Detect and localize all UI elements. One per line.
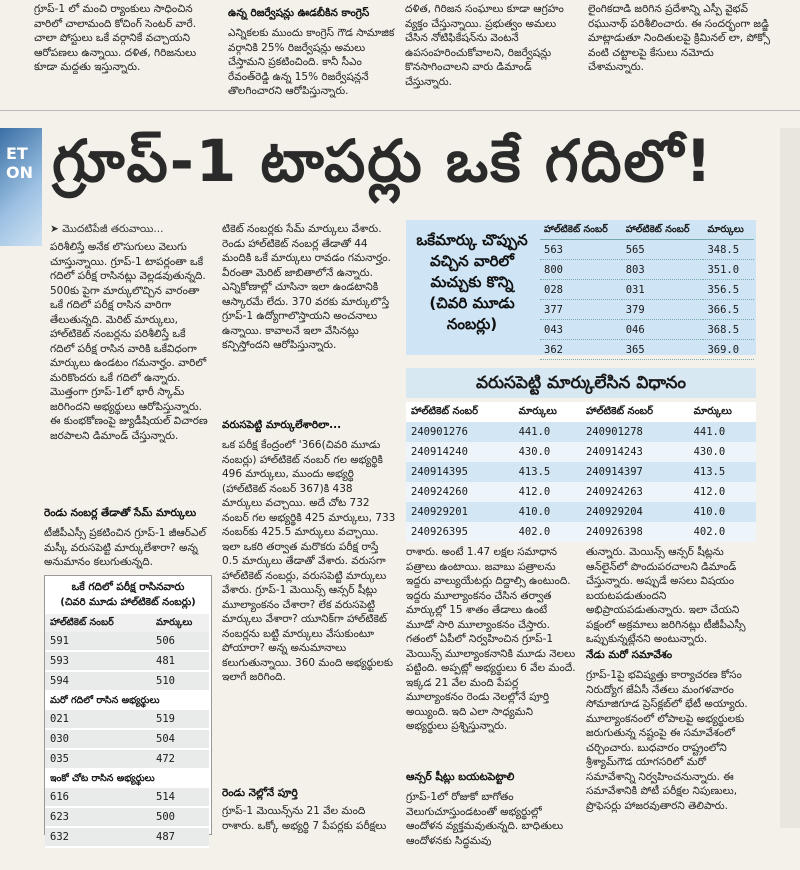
same-marks-table <box>540 222 754 360</box>
cell: 240914397 <box>581 462 689 482</box>
header-cell: హాల్‌టికెట్ నంబర్ <box>540 222 622 240</box>
header-cell: హాల్‌టికెట్ నంబర్ <box>45 614 151 632</box>
group-title: మరో గదిలో రాసిన అభ్యర్థులు <box>45 691 209 710</box>
col1-para-2: టీజీపీఎస్సీ ప్రకటించిన గ్రూప్-1 జీఆర్ఎల్ మస్కీ వరుసపెట్టి మార్కులేశారా? అన్న అనుమానం కలుగుతున్నది. <box>44 527 206 568</box>
cell: 472 <box>151 749 209 769</box>
top-snippet-col-b-title: ఉన్న రిజర్వేషన్లు ఊడబీకిన కాంగ్రెస్ <box>228 7 370 19</box>
group-title: ఇంకో చోట రాసిన అభ్యర్థులు <box>45 769 209 788</box>
cell: 410.0 <box>689 502 756 522</box>
cell: 240901276 <box>406 422 514 442</box>
left-edge-photo <box>0 128 42 246</box>
table-header-row <box>406 402 756 422</box>
kicker-text: మొదటిపేజీ తరువాయి... <box>62 223 164 235</box>
col4-subhead: నేడు మరో సమావేశం <box>586 649 673 661</box>
group-title-row <box>45 769 209 788</box>
top-snippet-col-d: లైంగికదాడి జరిగిన ప్రదేశాన్ని ఎస్పీ వైభవ్ రఘునాథ్ పరిశీలించారు. ఈ సందర్భంగా జడ్జి మాట్లాడుతూ నిందితులపై క్రిమినల్ లా, పోక్సో వంటి చట్టాలపై కేసులు నమోదు చేశామన్నారు. <box>588 3 771 73</box>
cell: 402.0 <box>689 522 756 542</box>
group-title-row <box>45 691 209 710</box>
table-row <box>45 729 209 749</box>
cell: 240924263 <box>581 482 689 502</box>
cell: 021 <box>45 710 151 729</box>
top-snippet-col-c: దళిత, గిరిజన సంఘాలు కూడా ఆగ్రహం వ్యక్తం చేస్తున్నాయి. ప్రభుత్వం అమలు చేసిన నోటిఫికేషన్‌ను వెంటనే ఉపసంహరించుకోవాలని, రిజర్వేషన్లు కొనసాగించాలని వారు డిమాండ్ చేస్తున్నారు. <box>405 3 564 88</box>
sequential-marks-title: వరుసపెట్టి మార్కులేసిన విధానం <box>406 368 756 398</box>
same-room-table <box>45 614 209 848</box>
table-row <box>406 482 756 502</box>
cell: 594 <box>45 671 151 691</box>
cell: 240924260 <box>406 482 514 502</box>
cell: 591 <box>45 632 151 651</box>
cell: 368.5 <box>703 320 754 340</box>
col1-kicker <box>50 222 210 238</box>
cell: 348.5 <box>703 240 754 260</box>
left-edge-photo-label: ET ON <box>6 144 33 182</box>
cell: 365 <box>622 340 704 360</box>
cell: 430.0 <box>514 442 581 462</box>
top-news-strip <box>0 0 800 108</box>
table-row <box>540 340 754 360</box>
sequential-marks-table <box>406 402 756 542</box>
top-divider <box>0 110 800 111</box>
table-row <box>406 462 756 482</box>
col2-subhead-2: రెండు నెల్లోనే పూర్తి <box>222 787 298 799</box>
cell: 410.0 <box>514 502 581 522</box>
col2-para-3: గ్రూప్-1 మెయిన్స్‌ను 21 వేల మంది రాశారు. ఒక్కో అభ్యర్థి 7 పేపర్లకు పరీక్షలు <box>222 805 387 832</box>
cell: 240929201 <box>406 502 514 522</box>
cell: 441.0 <box>689 422 756 442</box>
cell: 369.0 <box>703 340 754 360</box>
cell: 563 <box>540 240 622 260</box>
cell: 240914395 <box>406 462 514 482</box>
table-row <box>45 632 209 651</box>
top-snippet-col-a: గ్రూప్-1 లో మంచి ర్యాంకులు సాధించిన వారిలో చాలామంది కోచింగ్ సెంటర్ వారే. చాలా పోస్టులు ఒకే వర్గానికే వచ్చాయని ఆరోపణలు ఉన్నాయి. దళిత, గిరిజనులు కూడా మద్దతు ఇస్తున్నారు. <box>34 3 197 73</box>
table-row <box>45 651 209 671</box>
table-row <box>45 788 209 807</box>
table-row <box>45 671 209 691</box>
cell: 623 <box>45 807 151 827</box>
cell: 413.5 <box>514 462 581 482</box>
cell: 030 <box>45 729 151 749</box>
cell: 519 <box>151 710 209 729</box>
cell: 413.5 <box>689 462 756 482</box>
cell: 481 <box>151 651 209 671</box>
cell: 632 <box>45 827 151 847</box>
header-cell: మార్కులు <box>151 614 209 632</box>
cell: 351.0 <box>703 260 754 280</box>
col3-para-2: గ్రూప్-1లో రోజుకో బాగోతం వెలుగుచూస్తుండటంతో అభ్యర్థుల్లో ఆందోళన వ్యక్తమవుతున్నది. బాధితులు ఆందోళనకు సిద్ధమవు <box>406 791 564 847</box>
table-row <box>406 522 756 542</box>
col3-para-1: రాశారు. అంటే 1.47 లక్షల సమాధాన పత్రాలు ఉంటాయి. జవాబు పత్రాలను ఇద్దరు వాల్యుయేటర్లు దిద్దాల్సి ఉంటుంది. ఇద్దరు మూల్యాంకనం చేసిన తర్వాత మార్కుల్లో 15 శాతం తేడాలు ఉంటే మూడో సారి మూల్యాంకనం చేస్తారు. గతంలో ఏపీలో నిర్వహించిన గ్రూప్-1 మెయిన్స్ మూల్యాంకనానికి మూడు నెలలు పట్టింది. అప్పట్లో అభ్యర్థులు 6 వేల మందే. ఇక్కడ 21 వేల మంది పేపర్ల మూల్యాంకనం రెండు నెలల్లోనే పూర్తి అయ్యింది. ఇది ఎలా సాధ్యమని అభ్యర్థులు ప్రశ్నిస్తున్నారు. <box>406 546 576 732</box>
col2-subhead-1: వరుసపెట్టి మార్కులేశారిలా... <box>222 419 342 431</box>
cell: 504 <box>151 729 209 749</box>
cell: 240914243 <box>581 442 689 462</box>
cell: 043 <box>540 320 622 340</box>
main-headline: గ్రూప్-1 టాపర్లు ఒకే గదిలో! <box>52 127 714 195</box>
col1-para-1: పరిశీలిస్తే అనేక లొసుగులు వెలుగు చూస్తున్నాయి. గ్రూప్-1 టాపర్లంతా ఒకే గదిలో పరీక్ష రాసినట్లు వెల్లడవుతున్నది. 500కు పైగా మార్కులొచ్చిన వారంతా ఒకే గదిలో పరీక్ష రాసిన వారిగా తేలుతున్నది. మెరిట్ మార్కులు, హాల్‌టికెట్ నంబర్లను పరిశీలిస్తే ఒకే గదిలో పరీక్ష రాసిన వారికి ఒకేవిధంగా మార్కులు ఉండటం గమనార్హం. వారిలో మరికొందరు ఒకే గదిలో ఉన్నారు. మొత్తంగా గ్రూప్-1లో భారీ స్కామ్ జరిగిందని అభ్యర్థులు ఆరోపిస్తున్నారు. ఈ కుంభకోణంపై జ్యుడీషియల్ విచారణ జరపాలని డిమాండ్ చేస్తున్నారు. <box>50 241 208 442</box>
table-row <box>45 807 209 827</box>
table-row <box>540 260 754 280</box>
cell: 240901278 <box>581 422 689 442</box>
cell: 412.0 <box>514 482 581 502</box>
header-cell: మార్కులు <box>689 402 756 422</box>
cell: 565 <box>622 240 704 260</box>
cell: 402.0 <box>514 522 581 542</box>
cell: 240914240 <box>406 442 514 462</box>
table-row <box>406 442 756 462</box>
header-cell: హాల్‌టికెట్ నంబర్ <box>622 222 704 240</box>
cell: 377 <box>540 300 622 320</box>
cell: 379 <box>622 300 704 320</box>
cell: 500 <box>151 807 209 827</box>
header-cell: మార్కులు <box>514 402 581 422</box>
header-cell: హాల్‌టికెట్ నంబర్ <box>406 402 514 422</box>
cell: 356.5 <box>703 280 754 300</box>
col1-subhead: రెండు నంబర్ల తేడాతో సేమ్ మార్కులు <box>44 507 197 519</box>
cell: 441.0 <box>514 422 581 442</box>
cell: 803 <box>622 260 704 280</box>
cell: 046 <box>622 320 704 340</box>
same-room-box <box>44 575 212 843</box>
header-cell: మార్కులు <box>703 222 754 240</box>
cell: 616 <box>45 788 151 807</box>
col2-para-1: టికెట్ నంబర్లకు సేమ్ మార్కులు వేశారు. రెండు హాల్‌టికెట్ నంబర్ల తేడాతో 44 మందికి ఒకే మార్కులు రావడం గమనార్హం. వీరంతా మెరిట్ జాబితాలోనే ఉన్నారు. ఎన్నికోణాల్లో చూసినా ఇలా ఉండటానికి ఆస్కారమే లేదు. 370 వరకు మార్కులొస్తే గ్రూప్-1 ఉద్యోగాలొస్తాయని అంచనాలు ఉన్నాయి. కావాలనే ఇలా వేసినట్లు కన్పిస్తోందని ఆరోపిస్తున్నారు. <box>222 223 391 351</box>
top-snippet-col-b: ఎన్నికలకు ముందు కాంగ్రెస్ గౌడ సామాజిక వర్గానికి 25% రిజర్వేషన్లు అమలు చేస్తామని ప్రకటించింది. కానీ సీఎం రేవంత్‌రెడ్డి ఉన్న 15% రిజర్వేషన్లనే తొలగించారని ఆరోపిస్తున్నారు. <box>228 27 395 97</box>
cell: 028 <box>540 280 622 300</box>
table-row <box>540 300 754 320</box>
col4-para-1: తున్నారు. మెయిన్స్ ఆన్సర్ షీట్లను ఆన్‌లైన్‌లో పొందుపరచాలని డిమాండ్ చేస్తున్నారు. అప్పుడే అసలు విషయం బయటపడుతుందని అభిప్రాయపడుతున్నారు. ఇలా చేయని పక్షంలో అక్రమాలు జరిగినట్లు టీజీపీఎస్సీ ఒప్పుకున్నట్లేనని అంటున్నారు. <box>586 546 746 645</box>
cell: 362 <box>540 340 622 360</box>
table-row <box>540 320 754 340</box>
table-row <box>406 422 756 442</box>
col4-para-2: గ్రూప్-1పై భవిష్యత్తు కార్యాచరణ కోసం నిరుద్యోగ జేఏసీ నేతలు మంగళవారం సోమాజిగూడ ప్రెస్‌క్లబ్‌లో భేటీ అయ్యారు. మూల్యాంకనంలో లోపాలపై అభ్యర్థులకు జరుగుతున్న నష్టంపై ఈ సమావేశంలో చర్చించారు. బుధవారం రాష్ట్రంలోని శ్రీశ్యామ్‌గౌడ యాగసరిలో మరో సమావేశాన్ని నిర్వహించనున్నారు. ఈ సమావేశానికి పోటీ పరీక్షల నిపుణులు, ప్రొఫెసర్లు హాజరవుతారని తెలిపారు. <box>586 669 748 812</box>
highlight-title: ఒకేమార్కు చొప్పున వచ్చిన వారిలో మచ్చుకు కొన్ని (చివరి మూడు నంబర్లు) <box>416 231 528 333</box>
table-row <box>45 710 209 729</box>
cell: 800 <box>540 260 622 280</box>
right-edge-column <box>780 128 800 828</box>
table-header-row <box>45 614 209 632</box>
table-row <box>45 827 209 847</box>
cell: 240929204 <box>581 502 689 522</box>
top-snippet-edge <box>0 2 26 102</box>
cell: 035 <box>45 749 151 769</box>
table-row <box>45 749 209 769</box>
cell: 031 <box>622 280 704 300</box>
cell: 240926398 <box>581 522 689 542</box>
header-cell: హాల్‌టికెట్ నంబర్ <box>581 402 689 422</box>
cell: 510 <box>151 671 209 691</box>
cell: 487 <box>151 827 209 847</box>
cell: 593 <box>45 651 151 671</box>
cell: 514 <box>151 788 209 807</box>
cell: 366.5 <box>703 300 754 320</box>
box-title: ఒకే గదిలో పరీక్ష రాసినవారు <box>71 581 185 593</box>
table-row <box>540 240 754 260</box>
cell: 412.0 <box>689 482 756 502</box>
cell: 240926395 <box>406 522 514 542</box>
cell: 430.0 <box>689 442 756 462</box>
table-header-row <box>540 222 754 240</box>
cell: 506 <box>151 632 209 651</box>
col3-subhead: ఆన్సర్ షీట్లు బయటపెట్టాలి <box>406 771 515 783</box>
col2-para-2: ఒక పరీక్ష కేంద్రంలో '366(చివరి మూడు నంబర్లు) హాల్‌టికెట్ నంబర్ గల అభ్యర్థికి 496 మార్కులు, ముందు అభ్యర్థి (హాల్‌టికెట్ నంబర్ 367)కి 438 మార్కులు వచ్చాయి. అదే చోట 732 నంబర్ గల అభ్యర్థికి 425 మార్కులు, 733 నంబర్‌కు 425.5 మార్కులు వచ్చాయి. ఇలా ఒకరి తర్వాత మరొకరు పరీక్ష రాస్తే 0.5 మార్కులు తేడాతో వేశారు. వరుసగా హాల్‌టికెట్ నంబర్లు, వరుసపెట్టి మార్కులు వేశారు. గ్రూప్-1 మెయిన్స్ ఆన్సర్ షీట్లు మూల్యాంకనం చేశారా? లేక వరుసపెట్టి మార్కులు వేశారా? యూనిక్‌గా హాల్‌టికెట్ నంబర్లను బట్టి మార్కులు వేసుకుంటూ పోయారా? అన్న అనుమానాలు కలుగుతున్నాయి. 360 మంది అభ్యర్థులకు ఇలాగే జరిగింది. <box>222 439 396 683</box>
table-row <box>406 502 756 522</box>
arrow-icon: ➤ <box>50 223 63 235</box>
box-subtitle: (చివరి మూడు హాల్‌టికెట్ నంబర్లు) <box>60 597 196 608</box>
table-row <box>540 280 754 300</box>
